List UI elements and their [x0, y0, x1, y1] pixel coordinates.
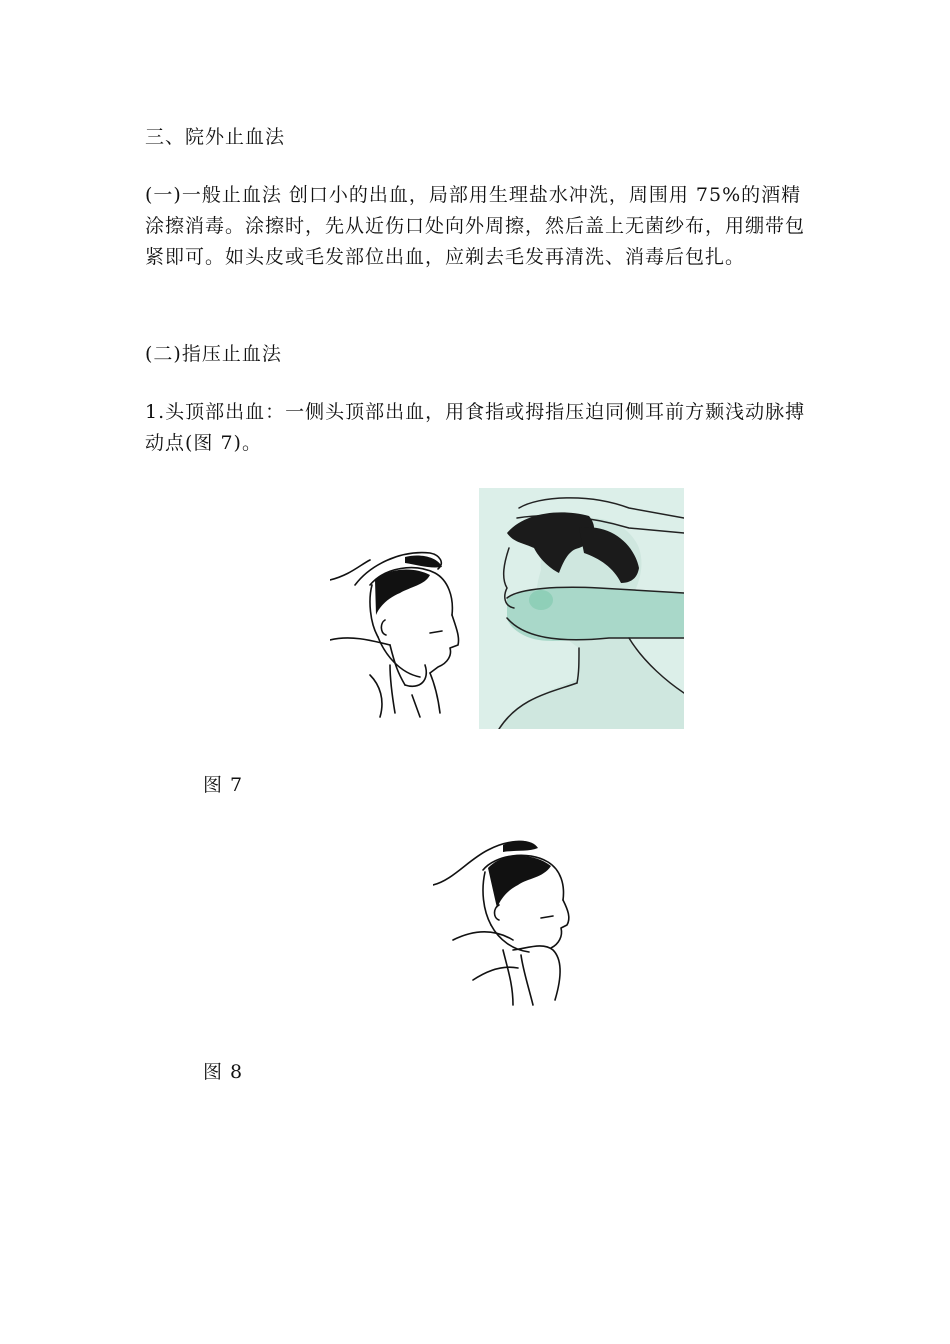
section-heading: 三、院外止血法: [145, 126, 286, 148]
figure-7-line-drawing: [330, 545, 465, 720]
figure-8-line-drawing: [433, 830, 573, 1010]
paragraph-finger-pressure-heading: (二)指压止血法: [145, 343, 282, 365]
figure-8-caption: 图 8: [203, 1061, 244, 1083]
paragraph-general-hemostasis: (一)一般止血法 创口小的出血，局部用生理盐水冲洗，周围用 75%的酒精涂擦消毒。涂擦时，先从近伤口处向外周擦，然后盖上无菌纱布，用绷带包紧即可。如头皮或毛发部位出血，应剃去毛发再清洗、消毒后包扎。: [145, 184, 806, 268]
paragraph-scalp-bleeding: 1.头顶部出血：一侧头顶部出血，用食指或拇指压迫同侧耳前方颞浅动脉搏动点(图 7)。: [145, 401, 806, 454]
figure-7-color-illustration: [479, 488, 684, 729]
figure-7-caption: 图 7: [203, 774, 244, 796]
